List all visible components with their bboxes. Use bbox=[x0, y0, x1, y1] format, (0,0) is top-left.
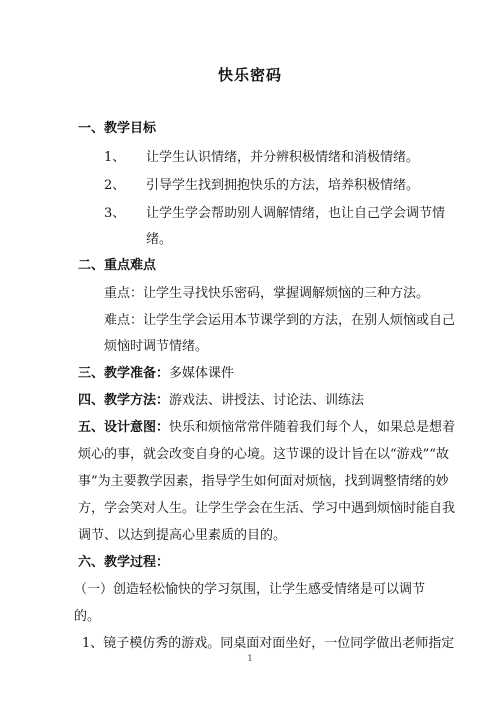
prep-value: 多媒体课件 bbox=[169, 366, 235, 381]
section-prep bbox=[78, 366, 234, 382]
process-game-line: 1、镜子模仿秀的游戏。同桌面对面坐好，一位同学做出老师指定 bbox=[82, 636, 455, 651]
key-point-text: 重点：让学生寻找快乐密码，掌握调解烦恼的三种方法。 bbox=[104, 286, 430, 301]
section-heading-goals: 一、教学目标 bbox=[78, 121, 157, 136]
design-label: 五、设计意图： bbox=[78, 420, 170, 435]
goal-item-number: 3、 bbox=[104, 206, 126, 221]
design-text-line: 方，学会笑对人生。让学生学会在生活、学习中遇到烦恼时能自我 bbox=[78, 501, 456, 516]
goal-item-2 bbox=[104, 178, 419, 194]
goal-item-number: 1、 bbox=[104, 150, 126, 165]
section-methods bbox=[78, 393, 364, 409]
page-number: 1 bbox=[247, 654, 253, 663]
difficult-point-text: 难点：让学生学会运用本节课学到的方法，在别人烦恼或自己 bbox=[104, 313, 456, 328]
process-step-1-continuation: 的。 bbox=[74, 609, 101, 624]
section-heading-keypoints: 二、重点难点 bbox=[78, 258, 157, 273]
prep-label: 三、教学准备： bbox=[78, 366, 170, 381]
process-step-1: （一）创造轻松愉快的学习氛围，让学生感受情绪是可以调节 bbox=[74, 582, 426, 597]
goal-item-3-continuation: 绪。 bbox=[146, 232, 173, 247]
design-text-line: 快乐和烦恼常常伴随着我们每个人，如果总是想着 bbox=[169, 420, 456, 435]
difficult-point-continuation: 烦恼时调节情绪。 bbox=[104, 339, 209, 354]
section-design bbox=[78, 420, 455, 436]
methods-label: 四、教学方法： bbox=[78, 393, 170, 408]
design-text-line: 烦心的事，就会改变自身的心境。这节课的设计旨在以“游戏”“故 bbox=[78, 447, 449, 462]
goal-item-3 bbox=[104, 206, 445, 222]
goal-item-text: 引导学生找到拥抱快乐的方法，培养积极情绪。 bbox=[146, 178, 420, 193]
goal-item-text: 让学生认识情绪，并分辨积极情绪和消极情绪。 bbox=[146, 150, 420, 165]
methods-value: 游戏法、讲授法、讨论法、训练法 bbox=[169, 393, 365, 408]
goal-item-1 bbox=[104, 150, 419, 166]
goal-item-text: 让学生学会帮助别人调解情绪，也让自己学会调节情 bbox=[146, 206, 446, 221]
design-text-line: 事”为主要教学因素，指导学生如何面对烦恼，找到调整情绪的妙 bbox=[78, 474, 449, 489]
section-heading-process: 六、教学过程： bbox=[78, 555, 170, 570]
design-text-line: 调节、以达到提高心里素质的目的。 bbox=[78, 528, 287, 543]
document-title: 快乐密码 bbox=[217, 66, 282, 84]
goal-item-number: 2、 bbox=[104, 178, 126, 193]
